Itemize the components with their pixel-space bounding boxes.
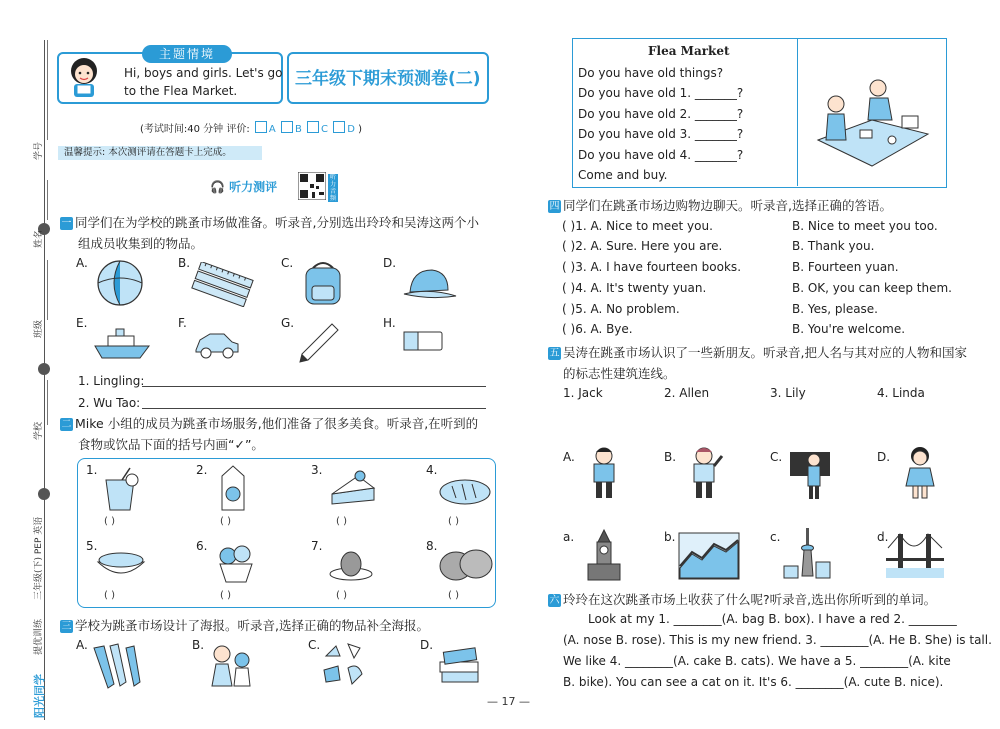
q5-text-2: 的标志性建筑连线。 <box>563 366 676 381</box>
q4-option-a: 4. A. It's twenty yuan. <box>575 281 707 295</box>
q2-answer-4[interactable]: ( ) <box>448 516 459 527</box>
q2-answer-3[interactable]: ( ) <box>336 516 347 527</box>
q2-label-7: 7. <box>311 539 323 553</box>
q1-label-c: C. <box>281 256 294 270</box>
rulers-icon <box>190 262 255 307</box>
q4-option-a: 6. A. Bye. <box>575 322 633 336</box>
q2-text-2: 食物或饮品下面的括号内画“✓”。 <box>78 437 264 452</box>
milk-icon <box>216 464 250 512</box>
grade-c-label: C <box>321 124 328 135</box>
spine-series: 提优训练 <box>34 618 44 655</box>
q6-passage-line-4: B. bike). You can see a cat on it. It's 6. ________(A. cute B. nice). <box>563 675 944 689</box>
spine-label-name: 姓名 <box>34 229 44 248</box>
cn-tower-icon <box>780 526 836 580</box>
q6-passage-line-3: We like 4. ________(A. cake B. cats). We have a 5. ________(A. kite <box>563 654 951 668</box>
q4-row-1 <box>562 219 713 233</box>
q2-answer-5[interactable]: ( ) <box>104 590 115 601</box>
binding-hole <box>38 363 50 375</box>
q4-answer-6[interactable]: ( ) <box>562 322 576 336</box>
q4-option-a: 2. A. Sure. Here you are. <box>575 239 723 253</box>
q5-name-jack: 1. Jack <box>563 386 603 400</box>
q1-label-h: H. <box>383 316 396 330</box>
exam-time: (考试时间:40 分钟 评价: <box>140 124 250 135</box>
fill-line-school <box>47 380 48 425</box>
toy-car-icon <box>192 328 242 360</box>
q5-landmark-c-label: c. <box>770 530 781 544</box>
exam-close: ) <box>358 124 362 135</box>
fill-line-class <box>47 260 48 320</box>
q4-row-4 <box>562 281 706 295</box>
q4-option-b: B. OK, you can keep them. <box>792 281 952 295</box>
q6-passage-line-2: (A. nose B. rose). This is my new friend. 3. ________(A. He B. She) is tall. <box>563 633 992 647</box>
spine-label-school: 学校 <box>34 421 44 440</box>
grade-b-label: B <box>294 124 302 135</box>
tip-banner: 温馨提示: 本次测评请在答题卡上完成。 <box>58 146 262 160</box>
spine-brand-logo: 阳光同学 <box>33 674 46 718</box>
q5-prompt <box>548 343 967 361</box>
spine-label-student-id: 学号 <box>34 141 44 160</box>
q5-name-lily: 3. Lily <box>770 386 806 400</box>
q4-row-3 <box>562 260 741 274</box>
egg-icon <box>328 548 374 582</box>
big-ben-icon <box>586 528 622 582</box>
q6-passage-line-1: Look at my 1. ________(A. bag B. box). I have a red 2. ________ <box>588 612 957 626</box>
q3-label-b: B. <box>192 638 205 652</box>
pancakes-icon <box>438 544 494 584</box>
poster-line-2: Do you have old 2. _______? <box>578 107 744 121</box>
q4-option-b: B. Yes, please. <box>792 302 878 316</box>
great-wall-icon <box>678 532 740 580</box>
cake-icon <box>328 468 378 508</box>
q1-text-1: 同学们在为学校的跳蚤市场做准备。听录音,分别选出玲玲和吴涛这两个小 <box>75 215 479 230</box>
q3-number: 三 <box>61 621 72 632</box>
binding-line <box>44 40 45 720</box>
poster-line-1: Do you have old 1. _______? <box>578 86 744 100</box>
q2-answer-1[interactable]: ( ) <box>104 516 115 527</box>
grade-a-label: A <box>268 124 276 135</box>
q2-label-4: 4. <box>426 463 438 477</box>
q1-wutao-label: 2. Wu Tao: <box>78 396 141 410</box>
q4-prompt <box>548 196 892 214</box>
pens-icon <box>88 640 148 690</box>
q5-landmark-d-label: d. <box>877 530 889 544</box>
q3-label-c: C. <box>308 638 321 652</box>
bread-icon <box>438 474 492 506</box>
q2-answer-6[interactable]: ( ) <box>220 590 231 601</box>
q2-label-5: 5. <box>86 539 98 553</box>
q5-landmark-b-label: b. <box>664 530 676 544</box>
q5-person-c-label: C. <box>770 450 783 464</box>
poster-divider <box>797 38 798 186</box>
grade-checkbox-c[interactable] <box>307 121 319 133</box>
q1-label-a: A. <box>76 256 88 270</box>
q2-answer-8[interactable]: ( ) <box>448 590 459 601</box>
boy-a-icon <box>586 446 622 500</box>
q5-person-d-label: D. <box>877 450 891 464</box>
fill-line-name <box>47 180 48 220</box>
q1-text-2: 组成员收集到的物品。 <box>78 236 204 251</box>
q4-answer-5[interactable]: ( ) <box>562 302 576 316</box>
qr-label: 听力音频 <box>329 174 336 202</box>
ship-icon <box>92 326 152 362</box>
girl-d-icon <box>902 446 938 500</box>
q5-person-a-label: A. <box>563 450 575 464</box>
q4-answer-3[interactable]: ( ) <box>562 260 576 274</box>
q5-landmark-a-label: a. <box>563 530 575 544</box>
rice-icon <box>94 546 148 580</box>
q4-row-5 <box>562 302 680 316</box>
grade-d-label: D <box>347 124 355 135</box>
exam-info <box>140 120 362 135</box>
boy-b-icon <box>684 446 724 500</box>
flea-market-scene-image <box>812 70 932 170</box>
listening-label: 听力测评 <box>229 180 278 194</box>
dolls-icon <box>206 640 256 688</box>
qr-code-icon[interactable] <box>298 172 326 200</box>
spine-book: 三年级(下) PEP 英语 <box>34 516 44 600</box>
q2-label-2: 2. <box>196 463 208 477</box>
teacher-c-icon <box>788 446 834 500</box>
grade-checkbox-d[interactable] <box>333 121 345 133</box>
q3-prompt <box>60 616 429 634</box>
headphones-icon: 🎧 <box>210 180 225 194</box>
q2-label-6: 6. <box>196 539 208 553</box>
q1-label-b: B. <box>178 256 191 270</box>
q5-number: 五 <box>549 348 560 359</box>
poster-line-5: Come and buy. <box>578 168 668 182</box>
q3-text: 学校为跳蚤市场设计了海报。听录音,选择正确的物品补全海报。 <box>75 618 429 633</box>
q2-label-3: 3. <box>311 463 323 477</box>
q2-number: 二 <box>61 419 72 430</box>
pencil-icon <box>296 320 342 364</box>
q5-text-1: 吴涛在跳蚤市场认识了一些新朋友。听录音,把人名与其对应的人物和国家 <box>563 345 967 360</box>
poster-line-0: Do you have old things? <box>578 66 724 80</box>
q1-number: 一 <box>61 218 72 229</box>
q4-option-b: B. Fourteen yuan. <box>792 260 899 274</box>
q2-answer-7[interactable]: ( ) <box>336 590 347 601</box>
intro-line-2: to the Flea Market. <box>124 84 238 98</box>
q5-name-linda: 4. Linda <box>877 386 925 400</box>
toys-icon <box>318 640 368 688</box>
q2-text-1: Mike 小组的成员为跳蚤市场服务,他们准备了很多美食。听录音,在听到的 <box>75 416 479 431</box>
listening-heading <box>210 178 277 195</box>
q4-row-2 <box>562 239 722 253</box>
q6-prompt <box>548 590 936 608</box>
q4-option-a: 3. A. I have fourteen books. <box>575 260 742 274</box>
q5-person-b-label: B. <box>664 450 677 464</box>
page-number: — 17 — <box>487 695 530 708</box>
q1-lingling-label: 1. Lingling: <box>78 374 145 388</box>
eraser-icon <box>400 326 446 356</box>
q1-prompt <box>60 213 490 231</box>
q4-option-b: B. Nice to meet you too. <box>792 219 938 233</box>
fill-line-student-id <box>47 40 48 140</box>
q3-label-d: D. <box>420 638 434 652</box>
grade-checkbox-a[interactable] <box>255 121 267 133</box>
theme-pill: 主题情境 <box>142 45 232 63</box>
spine-label-class: 班级 <box>34 319 44 338</box>
poster-title: Flea Market <box>648 44 730 58</box>
q2-label-1: 1. <box>86 463 98 477</box>
golden-gate-bridge-icon <box>886 528 944 580</box>
q1-wutao-answer-line[interactable] <box>142 408 486 409</box>
q5-name-allen: 2. Allen <box>664 386 710 400</box>
q2-label-8: 8. <box>426 539 438 553</box>
q6-text: 玲玲在这次跳蚤市场上收获了什么呢?听录音,选出你所听到的单词。 <box>563 592 937 607</box>
q4-row-6 <box>562 322 633 336</box>
poster-line-4: Do you have old 4. _______? <box>578 148 744 162</box>
schoolbag-icon <box>298 258 348 308</box>
q1-label-e: E. <box>76 316 88 330</box>
q2-prompt <box>60 414 478 432</box>
q4-number: 四 <box>549 201 560 212</box>
q4-answer-1[interactable]: ( ) <box>562 219 576 233</box>
q3-label-a: A. <box>76 638 88 652</box>
girl-mascot-icon <box>62 55 106 99</box>
ice-cream-icon <box>214 542 258 586</box>
q6-number: 六 <box>549 595 560 606</box>
cap-icon <box>400 264 460 304</box>
q2-answer-2[interactable]: ( ) <box>220 516 231 527</box>
intro-line-1: Hi, boys and girls. Let's go <box>124 66 283 80</box>
q4-text: 同学们在跳蚤市场边购物边聊天。听录音,选择正确的答语。 <box>563 198 892 213</box>
q4-answer-2[interactable]: ( ) <box>562 239 576 253</box>
q1-lingling-answer-line[interactable] <box>142 386 486 387</box>
q4-option-a: 1. A. Nice to meet you. <box>575 219 713 233</box>
q4-option-b: B. Thank you. <box>792 239 875 253</box>
binding-hole <box>38 488 50 500</box>
q4-answer-4[interactable]: ( ) <box>562 281 576 295</box>
q1-label-f: F. <box>178 316 187 330</box>
q1-label-d: D. <box>383 256 397 270</box>
beach-ball-icon <box>90 258 150 308</box>
grade-checkbox-b[interactable] <box>281 121 293 133</box>
q4-option-b: B. You're welcome. <box>792 322 906 336</box>
q1-label-g: G. <box>281 316 295 330</box>
poster-line-3: Do you have old 3. _______? <box>578 127 744 141</box>
juice-icon <box>100 466 140 512</box>
page-title: 三年级下期末预测卷(二) <box>295 69 481 89</box>
books-icon <box>434 642 484 688</box>
q4-option-a: 5. A. No problem. <box>575 302 680 316</box>
